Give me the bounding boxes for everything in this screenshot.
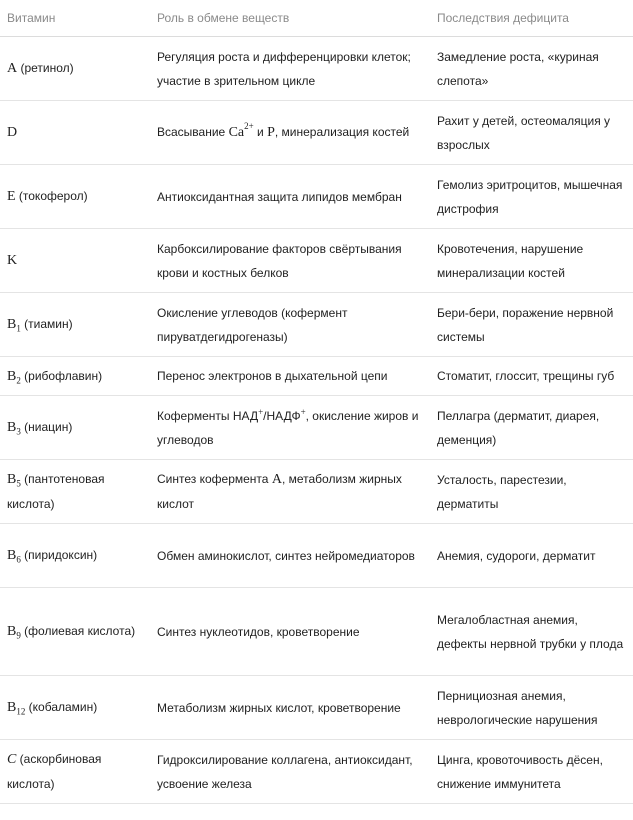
deficit-cell: Усталость, парестезии, дерматиты <box>430 460 633 524</box>
table-row <box>0 165 633 229</box>
role-cell: Гидроксилирование коллагена, антиоксидант, усвоение железа <box>150 740 430 804</box>
role-cell: Перенос электронов в дыхательной цепи <box>150 357 430 396</box>
header-vitamin: Витамин <box>0 0 150 37</box>
role-text-mid: и <box>253 125 268 139</box>
table-header-row <box>0 0 633 37</box>
formula-ca <box>228 121 254 140</box>
table-row <box>0 396 633 460</box>
header-deficit: Последствия дефицита <box>430 0 633 37</box>
vitamin-subscript: 2 <box>16 374 21 385</box>
vitamin-letter: B <box>7 317 17 332</box>
deficit-cell: Бери-бери, поражение нервной системы <box>430 293 633 357</box>
role-text-post: , минерализация костей <box>274 125 410 139</box>
vitamin-letter: B <box>7 420 17 435</box>
vitamin-letter: B <box>7 624 17 639</box>
vitamin-name: (пантотеновая кислота) <box>7 472 105 511</box>
deficit-cell: Анемия, судороги, дерматит <box>430 524 633 588</box>
deficit-cell: Стоматит, глоссит, трещины губ <box>430 357 633 396</box>
deficit-cell: Цинга, кровоточивость дёсен, снижение иммунитета <box>430 740 633 804</box>
role-cell <box>150 396 430 460</box>
role-cell <box>150 460 430 524</box>
vitamin-cell <box>0 588 150 676</box>
formula-ca-symbol: Ca <box>228 125 245 140</box>
table-row <box>0 588 633 676</box>
table-row <box>0 524 633 588</box>
vitamin-name: (фолиевая кислота) <box>20 624 136 638</box>
vitamin-letter: B <box>7 548 17 563</box>
role-sup-plus: + <box>300 406 306 417</box>
role-cell: Окисление углеводов (кофермент пируватдегидрогеназы) <box>150 293 430 357</box>
table-row <box>0 101 633 165</box>
vitamin-subscript: 12 <box>16 706 26 717</box>
vitamin-name: (пиридоксин) <box>20 548 98 562</box>
role-cell: Регуляция роста и дифференцировки клеток; участие в зрительном цикле <box>150 37 430 101</box>
vitamin-cell <box>0 357 150 396</box>
vitamin-cell <box>0 460 150 524</box>
table-row <box>0 357 633 396</box>
vitamin-letter: B <box>7 368 17 384</box>
vitamin-letter: E <box>7 189 16 204</box>
vitamin-name: (токоферол) <box>15 189 88 203</box>
vitamin-name: (ниацин) <box>20 420 73 434</box>
role-text-pre: Коферменты НАД <box>157 408 259 423</box>
deficit-cell: Рахит у детей, остеомаляция у взрослых <box>430 101 633 165</box>
deficit-cell: Мегалобластная анемия, дефекты нервной трубки у плода <box>430 588 633 676</box>
vitamin-cell <box>0 293 150 357</box>
table-row <box>0 229 633 293</box>
role-cell <box>150 101 430 165</box>
role-text-pre: Синтез кофермента <box>157 472 272 486</box>
vitamin-cell <box>0 396 150 460</box>
table-row <box>0 37 633 101</box>
vitamin-name: (кобаламин) <box>25 700 98 714</box>
table-row <box>0 676 633 740</box>
vitamin-subscript: 1 <box>16 323 21 334</box>
vitamin-cell <box>0 101 150 165</box>
table-row <box>0 460 633 524</box>
deficit-cell: Кровотечения, нарушение минерализации костей <box>430 229 633 293</box>
deficit-cell: Замедление роста, «куриная слепота» <box>430 37 633 101</box>
vitamin-cell <box>0 740 150 804</box>
vitamin-subscript: 6 <box>16 554 21 565</box>
vitamin-cell <box>0 229 150 293</box>
vitamin-subscript: 3 <box>16 426 21 437</box>
vitamin-letter: C <box>7 752 17 767</box>
vitamin-name: (тиамин) <box>20 317 73 331</box>
table-row <box>0 293 633 357</box>
role-text-pre: Всасывание <box>157 125 229 139</box>
role-text-post: , метаболизм жирных кислот <box>157 472 402 511</box>
vitamin-cell <box>0 37 150 101</box>
vitamin-letter: K <box>7 253 18 268</box>
role-cell: Карбоксилирование факторов свёртывания крови и костных белков <box>150 229 430 293</box>
vitamin-name: (аскорбиновая кислота) <box>7 752 102 791</box>
role-cell: Метаболизм жирных кислот, кроветворение <box>150 676 430 740</box>
table-row <box>0 740 633 804</box>
role-cell: Синтез нуклеотидов, кроветворение <box>150 588 430 676</box>
vitamin-cell <box>0 676 150 740</box>
vitamin-letter: D <box>7 125 18 140</box>
vitamin-subscript: 9 <box>16 630 21 641</box>
deficit-cell: Гемолиз эритроцитов, мышечная дистрофия <box>430 165 633 229</box>
formula-ca-charge: 2+ <box>244 121 254 132</box>
role-sup-plus: + <box>258 406 264 417</box>
formula-p: P <box>267 125 275 140</box>
vitamin-subscript: 5 <box>16 478 21 489</box>
vitamin-cell <box>0 524 150 588</box>
role-cell: Антиоксидантная защита липидов мембран <box>150 165 430 229</box>
vitamin-letter: B <box>7 472 17 487</box>
vitamin-name: (ретинол) <box>17 61 74 75</box>
vitamin-letter: B <box>7 700 17 715</box>
role-text-post: , окисление жиров и углеводов <box>157 408 419 447</box>
deficit-cell: Пернициозная анемия, неврологические нарушения <box>430 676 633 740</box>
role-text-mid: /НАДФ <box>263 408 301 423</box>
vitamin-name: (рибофлавин) <box>20 368 103 383</box>
header-role: Роль в обмене веществ <box>150 0 430 37</box>
vitamin-cell <box>0 165 150 229</box>
deficit-cell: Пеллагра (дерматит, диарея, деменция) <box>430 396 633 460</box>
formula-a: A <box>271 472 282 487</box>
role-cell: Обмен аминокислот, синтез нейромедиаторов <box>150 524 430 588</box>
vitamin-letter: A <box>7 61 18 76</box>
